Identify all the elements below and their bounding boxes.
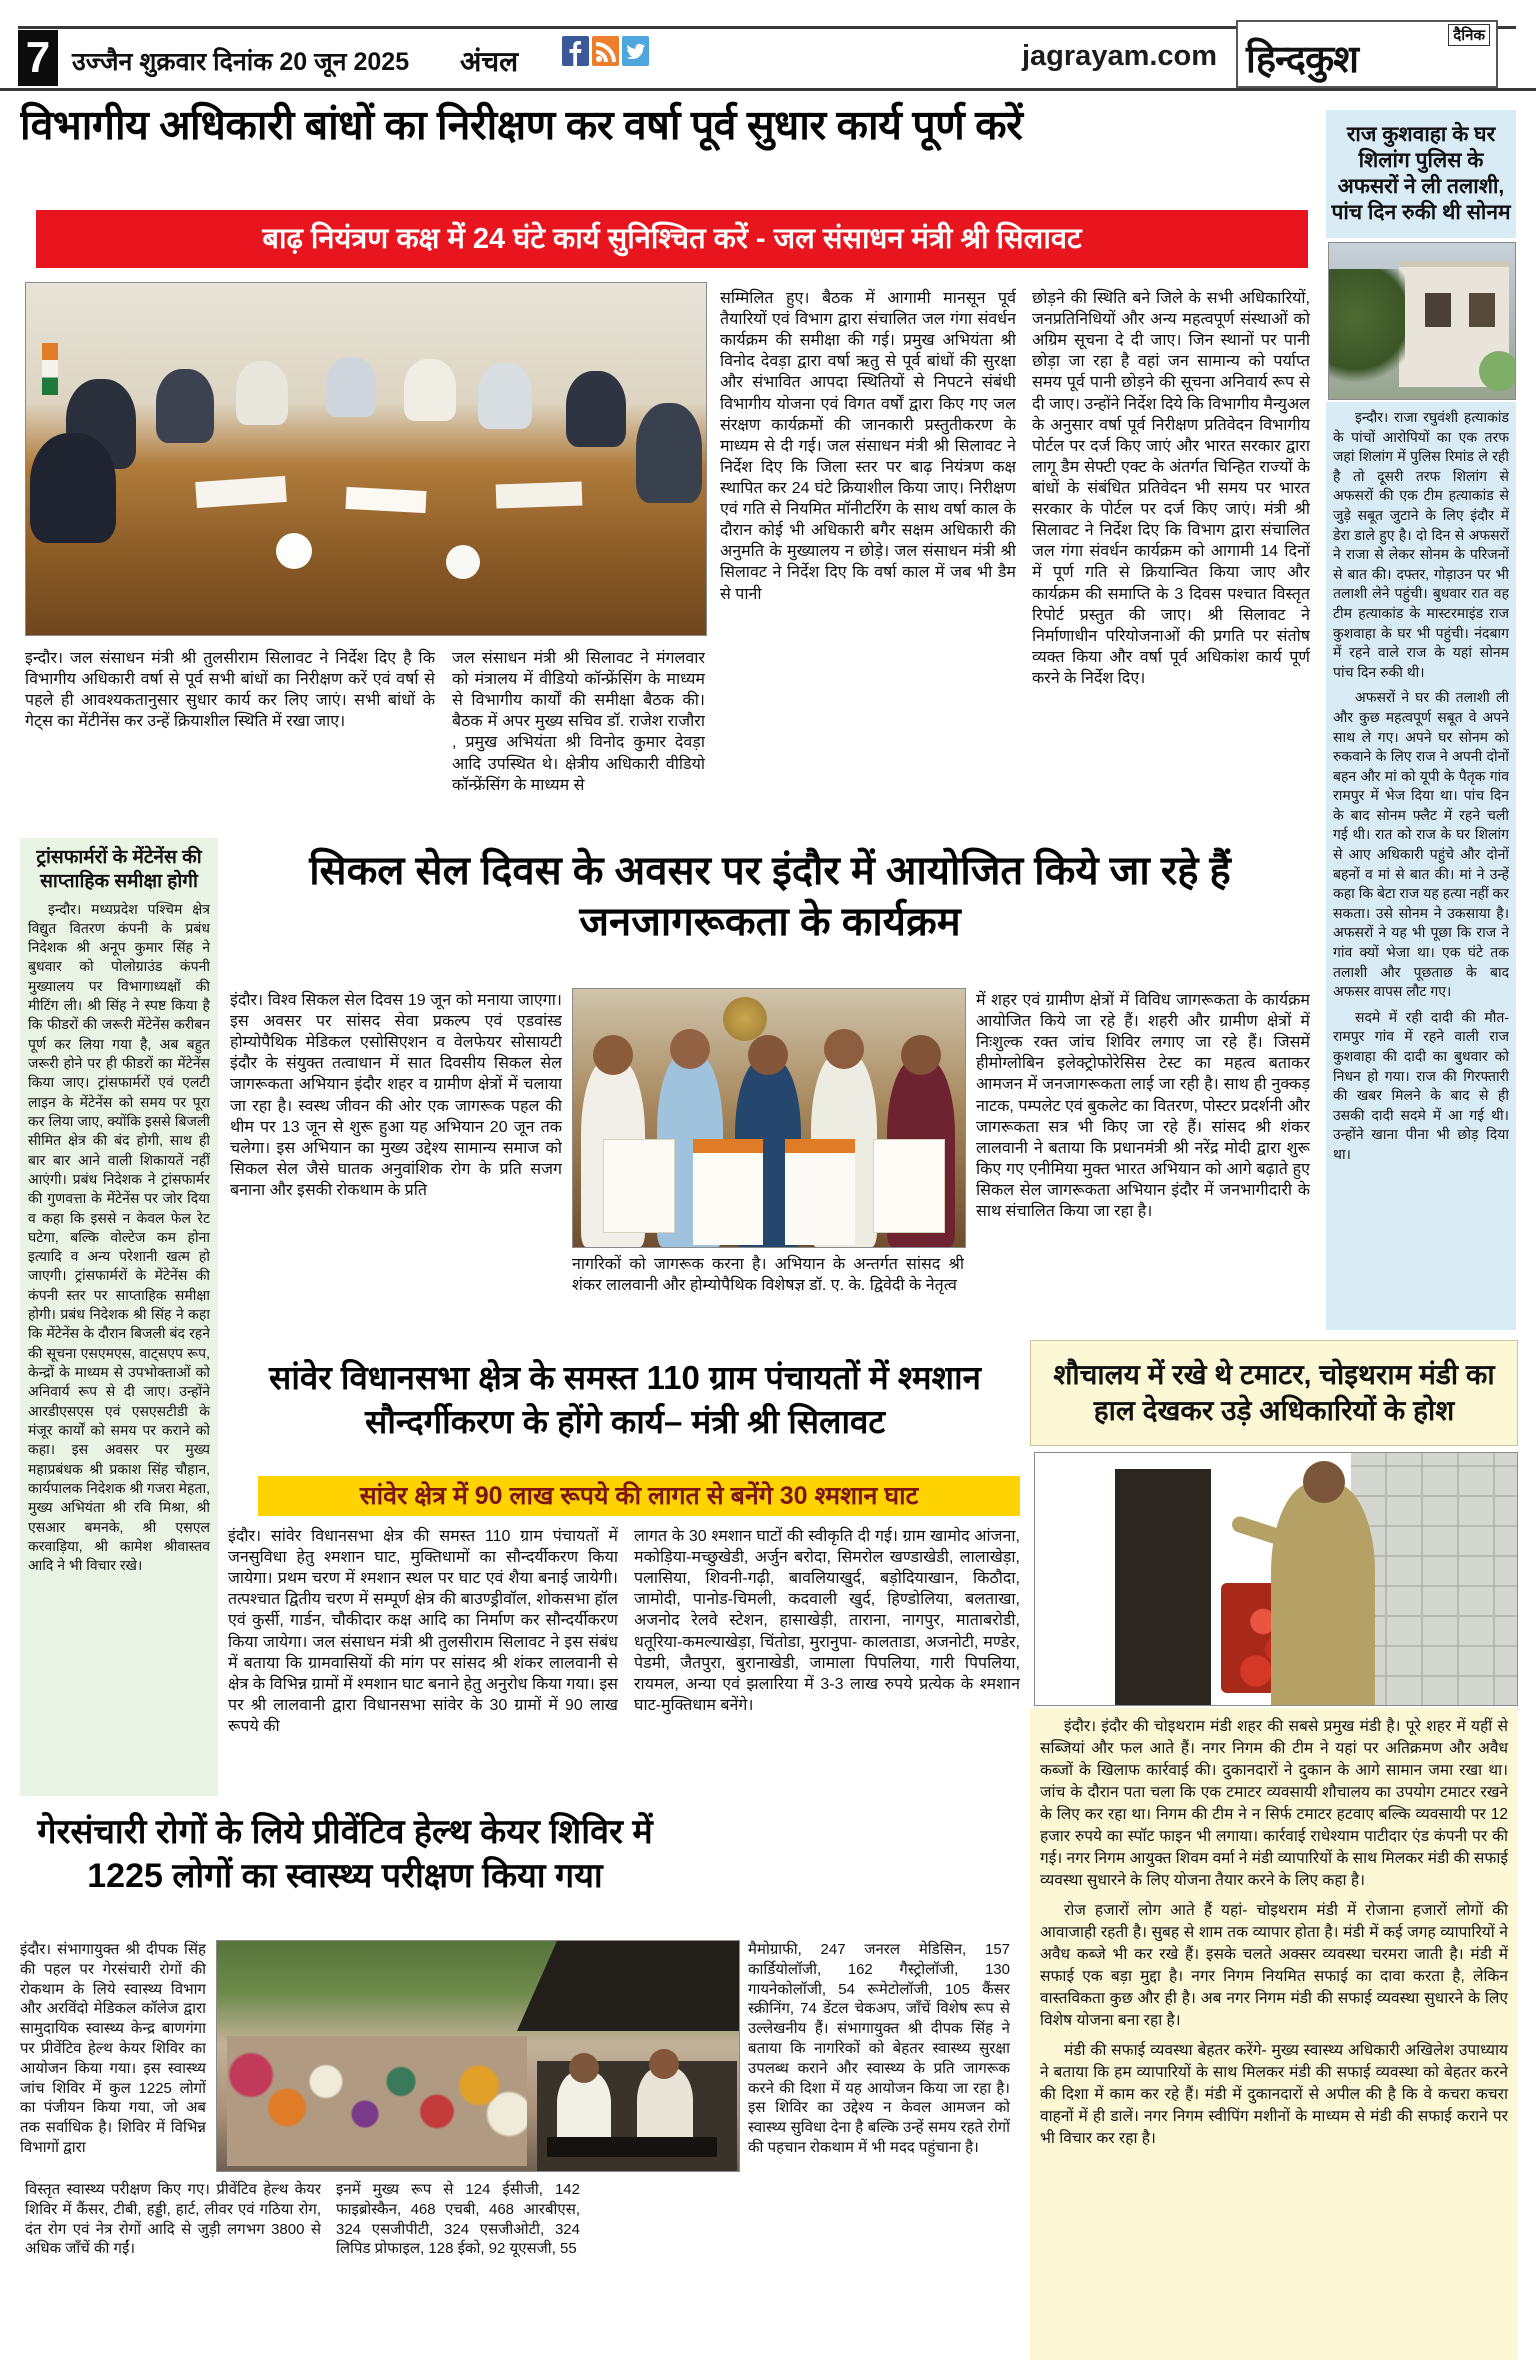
house-window (1425, 293, 1451, 327)
health-article-colA: विस्तृत स्वास्थ्य परीक्षण किए गए। प्रीवेंटिव हेल्थ केयर शिविर में कैंसर, टीबी, हड्डी, हार्ट, लीवर एवं गठिया रोग, दंत रोग एवं नेत्र रोगों आदि से जुड़ी लगभग 3800 से अधिक जाँचें की गईं। (25, 2181, 321, 2258)
person-figure (156, 369, 214, 443)
health-article-col1: इंदौर। संभागायुक्त श्री दीपक सिंह की पहल पर गेरसंचारी रोगों की रोकथाम के लिये स्वास्थ्य विभाग और अरविंदो मेडिकल कॉलेज द्वारा सामुदायिक स्वास्थ्य केन्द्र बाणगंगा पर प्रीवेंटिव हेल्थ केयर शिविर का आयोजन किया गया। इस स्वास्थ्य जांच शिविर में कुल 1225 लोगों का पंजीयन किया गया, जो अब तक सर्वाधिक है। शिविर में विभिन्न विभागों द्वारा (20, 1941, 206, 2156)
papers (195, 476, 287, 508)
mandi-article-para3: मंडी की सफाई व्यवस्था बेहतर करेंगे- मुख्य स्वास्थ्य अधिकारी अखिलेश उपाध्याय ने बताया कि हम व्यापारियों के साथ मिलकर मंडी की सफाई व्यवस्था को बेहतर करने की दिशा में काम कर रहे हैं। मंडी में दुकानदारों से अपील की है कि वे कचरा कचरा वाहनों में ही डालें। नगर निगम स्वीपिंग मशीनों के माध्यम से मंडी की सफाई कराने पर भी विचार कर रहा है। (1040, 2042, 1508, 2147)
social-icons (562, 36, 649, 66)
person-head (901, 1035, 941, 1075)
doorway (1115, 1469, 1211, 1705)
mandi-article-para1: इंदौर। इंदौर की चोइथराम मंडी शहर की सबसे प्रमुख मंडी है। पूरे शहर में यहीं से सब्जियां और फल आते हैं। नगर निगम की टीम ने यहां पर अतिक्रमण और अवैध कब्जों के खिलाफ कार्रवाई की। दुकानदारों ने दुकान के आगे सामान जमा रखा था। जांच के दौरान पता चला कि एक टमाटर व्यवसायी शौचालय का उपयोग टमाटर रखने के लिए कर रहा था। निगम की टीम ने न सिर्फ टमाटर हटवाए बल्कि व्यवसायी पर 12 हजार रुपये का स्पॉट फाइन भी लगाया। कार्रवाई राधेश्याम पाटीदार एंड कंपनी पर की गई। नगर निगम आयुक्त शिवम वर्मा ने मंडी व्यापारियों के साथ मिलकर मंडी की सफाई व्यवस्था सुधारने के लिए योजना तैयार करने के लिए कहा है। (1040, 1718, 1508, 1889)
person-head (824, 1029, 864, 1069)
samver-article-col1: इंदौर। सांवेर विधानसभा क्षेत्र की समस्त 110 ग्राम पंचायतों में जनसुविधा हेतु श्मशान घाट, मुक्तिधामों का सौन्दर्यीकरण किया जायेगा। प्रथम चरण में श्मशान स्थल पर घाट एवं शैया बनाई जायेगी। तत्पश्चात द्वितीय चरण में सम्पूर्ण क्षेत्र की बाउण्ड्रीवॉल, शोकसभा हॉल एवं कुर्सी, गार्डन, चौकीदार कक्ष आदि का निर्माण कर सौन्दर्यीकरण किया जायेगा। जल संसाधन मंत्री श्री तुलसीराम सिलावट ने इस संबंध में बताया कि ग्रामवासियों की मांग पर सांसद श्री शंकर लालवानी से क्षेत्र के विभिन्न ग्रामों में श्मशान घाट बनाने हेतु अनुरोध किया गया। इस पर श्री लालवानी द्वारा विधानसभा सांवेर के 30 ग्रामों में 90 लाख रूपये की (228, 1528, 618, 1735)
person-head (748, 1035, 788, 1075)
samver-article-banner: सांवेर क्षेत्र में 90 लाख रूपये की लागत से बनेंगे 30 श्मशान घाट (258, 1476, 1020, 1516)
dam-meeting-photo (25, 282, 707, 636)
health-article-headline: गेरसंचारी रोगों के लिये प्रीवेंटिव हेल्थ केयर शिविर में 1225 लोगों का स्वास्थ्य परीक्षण किया गया (37, 1813, 653, 1896)
samver-article-headline: सांवेर विधानसभा क्षेत्र के समस्त 110 ग्राम पंचायतों में श्मशान सौन्दर्गीकरण के होंगे कार्य– मंत्री श्री सिलावट (269, 1359, 981, 1440)
person-head (569, 2053, 599, 2083)
emblem-icon (723, 997, 767, 1041)
canopy (517, 1941, 739, 2031)
person-figure (636, 403, 702, 503)
raj-house-photo (1328, 242, 1516, 400)
mandi-article-para2: रोज हजारों लोग आते हैं यहां- चोइथराम मंडी में रोजाना हजारों लोगों की आवाजाही रहती है। सुबह से शाम तक व्यापार होता है। मंडी में कई जगह व्यापारियों ने अवैध कब्जे भी कर रखे हैं। इसके चलते अक्सर व्यवस्था चरमरा जाती है। मंडी में सफाई एक बड़ा मुद्दा है। नगर निगम नियमित सफाई का दावा करता है, लेकिन वास्तविकता कुछ और ही है। अब नगर निगम मंडी की सफाई व्यवस्था सुधारने के लिए विशेष योजना बना रहा है। (1040, 1902, 1508, 2029)
transformer-article-headline: ट्रांसफार्मरों के मेंटेनेंस की साप्ताहिक समीक्षा होगी (36, 847, 202, 892)
raj-article-para1: इन्दौर। राजा रघुवंशी हत्याकांड के पांचों आरोपियों का एक तरफ जहां शिलांग में पुलिस रिमांड ले रही है तो दूसरी तरफ शिलांग से अफसरों की एक टीम हत्याकांड से जुड़े सबूत जुटाने के लिए इंदौर में डेरा डाले हुए है। दो दिन से अफसरों ने राजा से लेकर सोनम के परिजनों से बात की। दफ्तर, गोड़ाउन पर भी तलाशी लेने पहुंची। बुधवार रात वह टीम हत्याकांड के मास्टरमाइंड राज कुशवाहा के घर भी पहुंची। नंदबाग में रहने वाले राज के यहां सोनम पांच दिन रुकी थी। (1333, 409, 1509, 680)
samver-article-col2: लागत के 30 श्मशान घाटों की स्वीकृति दी गई। ग्राम खामोद आंजना, मकोड़िया-मच्छुखेडी, अर्जुन बरोदा, सिमरोल खण्डाखेडी, लालाखेड़ा, पलासिया, शिवनी-गढ़ी, बावलियाखुर्द, बड़ोदियाखान, किठौदा, जामोदी, पानोड-चिमली, कदवाली खुर्द, हिण्डोलिया, बलताखा, अजनोद रेलवे स्टेशन, हासाखेड़ी, ताराना, नागपुर, माताबरोडी, धतूरिया-कमल्याखेड़ा, चिंतोडा, मुरानुपा- कालताडा, अजनोटी, मण्डेर, पेडमी, जैतपुरा, बुरानाखेडी, जामाला पिपलिया, गारी पिपलिया, रायमल, अन्या एवं झलारिया में 3-3 लाख रुपये प्रत्येक के श्मशान घाट-मुक्तिधाम बनेंगे। (634, 1528, 1020, 1714)
person-head (670, 1029, 710, 1069)
poster-sheet (785, 1139, 855, 1245)
crowd (227, 2036, 527, 2166)
person-figure (404, 359, 456, 421)
plate (276, 533, 312, 569)
papers (496, 482, 583, 509)
sickle-article-col1: इंदौर। विश्व सिकल सेल दिवस 19 जून को मनाया जाएगा। इस अवसर पर सांसद सेवा प्रकल्प एवं एडवांस्ड होम्योपैथिक मेडिकल एसोसिएशन व वेलफेयर सोसायटी इंदौर के संयुक्त तत्वाधान में सात दिवसीय सिकल सेल जागरूकता अभियान इंदौर शहर व ग्रामीण क्षेत्रों में चलाया जा रहा है। स्वस्थ जीवन की ओर एक जागरूक पहल की थीम पर 13 जून से शुरू हुआ यह अभियान 20 जून तक चलेगा। इस अभियान का मुख्य उद्देश्य सामान्य समाज को सिकल सेल जैसे घातक अनुवांशिक रोग के प्रति सजग बनाना और इसकी रोकथाम के प्रति (230, 992, 562, 1199)
mandi-article-headline: शौचालय में रखे थे टमाटर, चोइथराम मंडी का हाल देखकर उड़े अधिकारियों के होश (1053, 1358, 1495, 1426)
dam-article-col3: सम्मिलित हुए। बैठक में आगामी मानसून पूर्व तैयारियों एवं विभाग द्वारा संचालित जल गंगा संवर्धन कार्यक्रम की समीक्षा की गई। प्रमुख अभियंता श्री विनोद देवड़ा द्वारा वर्षा ऋतु से पूर्व बांधों की सुरक्षा और संभावित आपदा स्थितियों से निपटने संबंधी विभागीय योजना एवं विगत वर्षों द्वारा किए गए जल संरक्षण कार्यक्रमों की जानकारी प्रस्तुतीकरण के माध्यम से दी गई। जल संसाधन मंत्री श्री सिलावट ने निर्देश दिए कि जिला स्तर पर बाढ़ नियंत्रण कक्ष स्थापित कर 24 घंटे क्रियाशील किया जाए। निरीक्षण एवं गति से नियमित मॉनीटरिंग के साथ वर्षा काल के दौरान कोई भी अधिकारी बगैर सक्षम अधिकारी की अनुमति के मुख्यालय न छोड़े। जल संसाधन मंत्री श्री सिलावट ने निर्देश दिए कि वर्षा काल में जब भी डैम से पानी (720, 290, 1016, 603)
mandi-article-body-box (1030, 1708, 1518, 2360)
shrub (1479, 351, 1516, 391)
facebook-icon (562, 36, 589, 66)
officer-figure (1271, 1483, 1375, 1705)
website-url: jagrayam.com (1022, 40, 1218, 72)
health-article-colB: इनमें मुख्य रूप से 124 ईसीजी, 142 फाइब्रोस्कैन, 468 एचबी, 468 आरबीएस, 324 एसजीपीटी, 324 एसजीओटी, 324 लिपिड प्रोफाइल, 128 ईको, 92 यूएसजी, 55 (336, 2181, 580, 2258)
health-camp-photo (216, 1940, 740, 2172)
india-flag (42, 343, 58, 395)
officer-head (1303, 1461, 1345, 1503)
raj-article-body-box (1326, 402, 1516, 1330)
dam-article-subhead-banner: बाढ़ नियंत्रण कक्ष में 24 घंटे कार्य सुनिश्चित करें - जल संसाधन मंत्री श्री सिलावट (36, 210, 1308, 268)
sickle-article-headline: सिकल सेल दिवस के अवसर पर इंदौर में आयोजित किये जा रहे हैं जनजागरूकता के कार्यक्रम (309, 849, 1231, 945)
masthead-box (1236, 20, 1498, 88)
tree (1328, 269, 1405, 389)
poster-sheet (603, 1139, 675, 1233)
mandi-tomato-photo (1034, 1452, 1518, 1706)
rss-icon (592, 36, 619, 66)
person-figure (326, 357, 376, 417)
dam-article-col1: इन्दौर। जल संसाधन मंत्री श्री तुलसीराम सिलावट ने निर्देश दिए है कि विभागीय अधिकारी वर्षा से पूर्व सभी बांधों का निरीक्षण करें एवं वर्षा से पहले ही आवश्यकतानुसार सुधार कार्य कर लिए जाएं। सभी बांधों के गेट्स का मेंटीनेंस कर उन्हें क्रियाशील स्थिति में रखा जाए। (25, 650, 435, 731)
mandi-article-headline-box (1030, 1340, 1518, 1446)
raj-article-para3: सदमे में रही दादी की मौत- रामपुर गांव में रहने वाली राज कुशवाहा की दादी का बुधवार को निधन हो गया। राज की गिरफ्तारी की खबर मिलने के बाद से ही उसकी दादी सदमे में आ गई थी। उन्होंने खाना पीना भी छोड़ दिया था। (1333, 1008, 1509, 1162)
twitter-icon (622, 36, 649, 66)
masthead-brand: हिन्दकुश (1246, 39, 1358, 81)
person-figure (478, 363, 532, 429)
dam-article-col4: छोड़ने की स्थिति बने जिले के सभी अधिकारियों, जनप्रतिनिधियों और अन्य महत्वपूर्ण संस्थाओं को अग्रिम सूचना दे दी जाए। जिन स्थानों पर पानी छोड़ा जा रहा है वहां जन सामान्य को पर्याप्त समय पूर्व पानी छोड़ने की सूचना अनिवार्य रूप से दी जाए। उन्होंने निर्देश दिये कि विभागीय मैन्युअल के अनुसार वर्षा पूर्व निरीक्षण प्रतिवेदन विभागीय पोर्टल पर दर्ज किए जाएं और भारत सरकार द्वारा लागू डैम सेफ्टी एक्ट के अंतर्गत चिन्हित राज्यों के बांधों के संबंधित प्रतिवेदन भी समय पर भारत सरकार के पोर्टल पर दर्ज किए जाएं। मंत्री श्री सिलावट ने निर्देश दिए कि विभाग द्वारा संचालित जल गंगा संवर्धन कार्यक्रम को आगामी 14 दिनों में पूर्ण गति से क्रियान्वित किया जाए और कार्यक्रम की समाप्ति के 3 दिवस पश्चात विस्तृत रिपोर्ट प्रस्तुत की जाए। श्री सिलावट ने निर्माणाधीन परियोजनाओं की प्रगति पर संतोष व्यक्त किया और वर्षा पूर्व अधिकांश कार्य पूर्ण करने के निर्देश दिए। (1032, 290, 1310, 687)
header-bottom-rule (0, 88, 1536, 91)
person-figure (236, 361, 288, 425)
page-number: 7 (18, 30, 58, 86)
sickle-article-col3: में शहर एवं ग्रामीण क्षेत्रों में विविध जागरूकता के कार्यक्रम आयोजित किये जा रहे हैं। शहरी और ग्रामीण क्षेत्रों में निःशुल्क रक्त जांच शिविर लगाए जा रहे हैं। जिसमें हीमोग्लोबिन इलेक्ट्रोफोरेसिस टेस्ट का महत्व बताकर आमजन में जनजागरूकता लाई जा रही है। साथ ही नुक्कड़ नाटक, पम्पलेट एवं बुकलेट का वितरण, पोस्टर प्रदर्शनी और जागरूकता सत्र भी किए जा रहे हैं। सांसद श्री शंकर लालवानी ने बताया कि प्रधानमंत्री श्री नरेंद्र मोदी द्वारा शुरू किए गए एनीमिया मुक्त भारत अभियान को आगे बढ़ाते हुए सिकल सेल जागरूकता अभियान इंदौर में जनभागीदारी के साथ संचालित किया जा रहा है। (976, 992, 1310, 1221)
raj-article-headline-box (1326, 110, 1516, 238)
plate (446, 545, 480, 579)
poster-sheet (873, 1139, 945, 1233)
raj-article-headline: राज कुशवाहा के घर शिलांग पुलिस के अफसरों ने ली तलाशी, पांच दिन रुकी थी सोनम (1331, 122, 1511, 225)
papers (345, 487, 426, 513)
transformer-article-body: इन्दौर। मध्यप्रदेश पश्चिम क्षेत्र विद्युत वितरण कंपनी के प्रबंध निदेशक श्री अनूप कुमार सिंह ने बुधवार को पोलोग्राउंड कंपनी मुख्यालय पर विभागाध्यक्षों की मीटिंग ली। श्री सिंह ने स्पष्ट किया है कि फीडरों की जरूरी मेंटेनेंस करीबन पूर्ण कर लिया गया है, अब बहुत जरूरी होने पर ही फीडरों का मेंटेनेंस किया जाए। ट्रांसफार्मरों एवं एलटी लाइन के मेंटेनेंस को समय पर पूरा कर लिया जाए, क्योंकि इससे बिजली सीमित क्षेत्र की बंद होगी, साथ ही बार बार आने वाली शिकायतें नहीं आएंगी। प्रबंध निदेशक ने ट्रांसफार्मर की गुणवत्ता के मेंटेनेंस पर जोर दिया व कहा कि इससे न केवल फेल रेट घटेगा, बल्कि वोल्टेज कम होना इत्यादि व अन्य परेशानी खत्म हो जाएगी। ट्रांसफार्मरों के मेंटेनेंस की कंपनी स्तर पर साप्ताहिक समीक्षा होगी। प्रबंध निदेशक श्री सिंह ने कहा कि मेंटेनेंस के दौरान बिजली बंद रहने की सूचना एसएमएस, वाट्सएप रूप, केन्द्रों के माध्यम से उपभोक्ताओं को अनिवार्य रूप से दी जाए। उन्होंने आरडीएसएस एवं एसएसटीडी के मंजूर कार्यों को समय पर कराने को कहा। इस अवसर पर मुख्य महाप्रबंधक श्री प्रकाश सिंह चौहान, कार्यपालक निदेशक श्री गजरा मेहता, मुख्य अभियंता श्री रवि मिश्रा, श्री एसआर बमनके, श्री एसएल करवाड़िया, श्री कामेश श्रीवास्तव आदि ने भी विचार रखे। (28, 900, 210, 1574)
house-window (1469, 293, 1495, 327)
transformer-article-box (20, 838, 218, 1796)
person-head (649, 2049, 679, 2079)
poster-sheet (693, 1139, 763, 1245)
sickle-group-photo (572, 988, 966, 1248)
raj-article-para2: अफसरों ने घर की तलाशी ली और कुछ महत्वपूर्ण सबूत वे अपने साथ ले गए। अपने घर सोनम को रुकवाने के लिए राज ने अपनी दोनों बहन और मां को यूपी के पैतृक गांव रामपुर में भेज दिया था। पांच दिन के बाद सोनम फ्लैट में रहने चली गई थी। रात को राज के घर शिलांग से आए अधिकारी पहुंचे और दोनों बहनों व मां से बात की। मां ने उन्हें कहा कि बेटा राज यह हत्या नहीं कर सकता। उसे सोनम ने उकसाया है। अफसरों ने यह भी पूछा कि राज ने गांव क्यों भेजा था। एक घंटे तक तलाशी और पूछताछ के बाद अफसर वापस लौट गए। (1333, 689, 1509, 1000)
health-article-col3: मैमोग्राफी, 247 जनरल मेडिसिन, 157 कार्डियोलॉजी, 162 गैस्ट्रोलॉजी, 130 गायनेकोलॉजी, 54 रूमेटोलॉजी, 105 कैंसर स्क्रीनिंग, 74 डेंटल चेकअप, जाँचें विशेष रूप से उल्लेखनीय हैं। संभागायुक्त श्री दीपक सिंह ने बताया कि नागरिकों को बेहतर स्वास्थ्य सुरक्षा उपलब्ध कराने और स्वास्थ्य के प्रति जागरूक करने की दिशा में यह आयोजन किया जा रहा है। इस शिविर का उद्देश्य न केवल आमजन को स्वास्थ्य सुविधा देना है बल्कि उन्हें समय रहते रोगों की पहचान रोकथाम में भी मदद पहुंचाना है। (748, 1941, 1010, 2156)
person-figure (566, 371, 626, 447)
dateline: उज्जैन शुक्रवार दिनांक 20 जून 2025 (72, 48, 410, 76)
person-figure (30, 433, 116, 543)
equipment (547, 2137, 717, 2157)
tiled-wall (1351, 1453, 1517, 1705)
section-title: अंचल (460, 46, 519, 77)
dam-article-col2: जल संसाधन मंत्री श्री सिलावट ने मंगलवार को मंत्रालय में वीडियो कॉन्फ्रेंसिंग के माध्यम से विभागीय कार्यों की समीक्षा बैठक की। बैठक में अपर मुख्य सचिव डॉ. राजेश राजौरा , प्रमुख अभियंता श्री विनोद कुमार देवड़ा आदि उपस्थित थे। क्षेत्रीय अधिकारी वीडियो कॉन्फ्रेंसिंग के माध्यम से (452, 650, 705, 794)
masthead-daily-label: दैनिक (1448, 24, 1490, 46)
dam-article-headline: विभागीय अधिकारी बांधों का निरीक्षण कर वर्षा पूर्व सुधार कार्य पूर्ण करें (20, 102, 1023, 148)
person-head (593, 1035, 633, 1075)
sickle-article-col2: नागरिकों को जागरूक करना है। अभियान के अन्तर्गत सांसद श्री शंकर लालवानी और होम्योपैथिक विशेषज्ञ डॉ. ए. के. द्विवेदी के नेतृत्व (572, 1256, 964, 1295)
